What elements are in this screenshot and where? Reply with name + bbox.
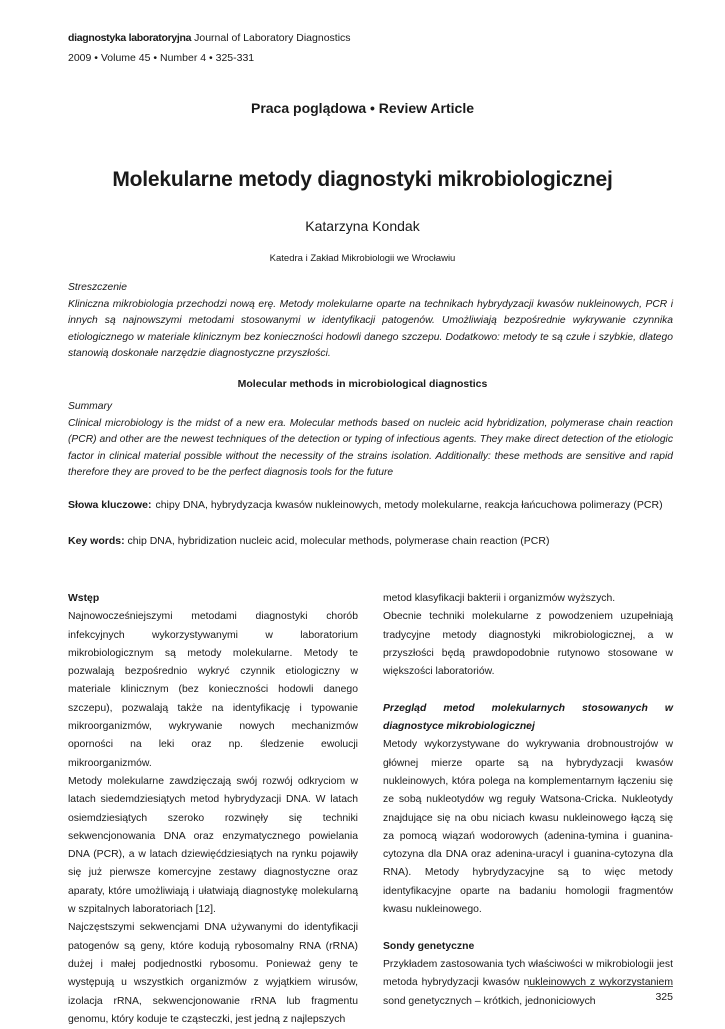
- journal-brand: diagnostyka laboratoryjna: [68, 32, 192, 44]
- journal-name: Journal of Laboratory Diagnostics: [194, 32, 351, 44]
- paragraph: Przykładem zastosowania tych właściwości w mikrobiologii jest metoda hybrydyzacji kwasów nukleinowych z wykorzystaniem sond genetycznych – krótkich, jednoniciowych: [383, 958, 673, 1007]
- keywords-en-text: chip DNA, hybridization nucleic acid, molecular methods, polymerase chain reaction (PCR): [127, 535, 550, 547]
- section-heading-methods: Przegląd metod molekularnych stosowanych w diagnostyce mikrobiologicznej: [383, 702, 673, 733]
- abstract-en-title: Molecular methods in microbiological diagnostics: [237, 378, 488, 390]
- paragraph: Metody molekularne zawdzięczają swój rozwój odkryciom w latach siedemdziesiątych metod hybrydyzacji DNA. W latach osiemdziesiątych szeroko rozwinęły się techniki sekwencjonowania DNA oraz enzymatycznego powielania DNA (PCR), a w latach dziewięćdziesiątych na rynku pojawiły się już pierwsze komercyjne zestawy diagnostyczne oraz aparaty, które umożliwiają i ułatwiają diagnostykę molekularną w szpitalnych laboratoriach [12].: [68, 775, 358, 916]
- article-author: Katarzyna Kondak: [305, 218, 420, 234]
- paragraph: Metody wykorzystywane do wykrywania drobnoustrojów w głównej mierze oparte są na hybrydyzacji kwasów nukleinowych, która polega na komplementarnym łączeniu się ze sobą nukleotydów wg reguły Watsona-Cricka. Nukleotydy znajdujące się na obu niciach kwasu nukleinowego łączą się za pomocą wiązań wodorowych (adenina-tymina i guanina-cytozyna dla DNA oraz adenina-uracyl i guanina-cytozyna dla RNA). Metody hybrydyzacyjne są to więc metody identyfikacyjne oparte na badaniu homologii fragmentów kwasu nukleinowego.: [383, 739, 673, 916]
- paragraph: Obecnie techniki molekularne z powodzeniem uzupełniają tradycyjne metody diagnostyki mikrobiologicznej, a w przyszłości będą prawdopodobnie rutynowo stosowane w większości laboratoriów.: [383, 611, 673, 678]
- journal-header: [68, 31, 351, 45]
- keywords-pl-text: chipy DNA, hybrydyzacja kwasów nukleinowych, metody molekularne, reakcja łańcuchowa polimerazy (PCR): [155, 499, 663, 511]
- keywords-en-label: Key words:: [68, 535, 125, 547]
- paragraph: Najczęstszymi sekwencjami DNA używanymi do identyfikacji patogenów są geny, które kodują rybosomalny RNA (rRNA) dużej i małej podjednostki rybosomu. Ponieważ geny te występują u wszystkich organizmów z wyjątkiem wirusów, izolacja rRNA, sekwencjonowanie rRNA lub fragmentu genomu, który koduje te cząsteczki, jest jedną z najlepszych: [68, 922, 358, 1025]
- abstract-pl-text: Kliniczna mikrobiologia przechodzi nową erę. Metody molekularne oparte na technikach hybrydyzacji kwasów nukleinowych, PCR i innych są najnowszymi metodami stosowanymi w identyfikacji patogenów. Umożliwiają bezpośrednie wykrywanie czynnika etiologicznego w materiale klinicznym bez konieczności hodowli danego szczepu. Dodatkowo: metody te są czułe i szybkie, dlatego stanowią doskonałe narzędzie diagnostyczne przyszłości.: [68, 298, 673, 360]
- body-column-left: [68, 590, 358, 1029]
- article-type: Praca poglądowa • Review Article: [250, 100, 474, 116]
- abstract-pl-label: Streszczenie: [68, 282, 127, 293]
- paragraph: metod klasyfikacji bakterii i organizmów wyższych.: [383, 593, 616, 604]
- keywords-pl-label: Słowa kluczowe:: [68, 499, 152, 511]
- keywords-en: [68, 533, 673, 550]
- body-column-right: [383, 590, 673, 1011]
- footer-rule: [528, 986, 673, 987]
- abstract-en-label: Summary: [68, 401, 113, 412]
- abstract-pl: [68, 280, 673, 363]
- journal-meta: 2009 • Volume 45 • Number 4 • 325-331: [68, 52, 255, 64]
- article-title: Molekularne metody diagnostyki mikrobiologicznej: [112, 168, 613, 191]
- page-number: 325: [655, 991, 673, 1003]
- paragraph: Najnowocześniejszymi metodami diagnostyki chorób infekcyjnych wykorzystywanymi w laboratorium mikrobiologicznym są metody molekularne. Metody te pozwalają bezpośrednio wykryć czynnik etiologiczny w materiale klinicznym (bez konieczności hodowli danego szczepu), pozwalają także na identyfikację i typowanie mikroorganizmów, wykrywanie nowych mechanizmów oporności na leki oraz np. śledzenie ewolucji mikroorganizmów.: [68, 611, 358, 769]
- author-affiliation: Katedra i Zakład Mikrobiologii we Wrocławiu: [269, 253, 456, 264]
- section-heading-probes: Sondy genetyczne: [383, 940, 475, 952]
- section-heading-intro: Wstęp: [68, 593, 100, 604]
- abstract-en: [68, 399, 673, 482]
- keywords-pl: [68, 497, 673, 514]
- abstract-en-text: Clinical microbiology is the midst of a new era. Molecular methods based on nucleic acid hybridization, polymerase chain reaction (PCR) and other are the newest techniques of the detection or typing of infectious agents. They make direct detection of the etiologic factor in clinical material possible without the necessity of the strains isolation. Additionally: these methods are sensitive and rapid therefore they are proved to be the perfect diagnosis tools for the future: [68, 417, 673, 479]
